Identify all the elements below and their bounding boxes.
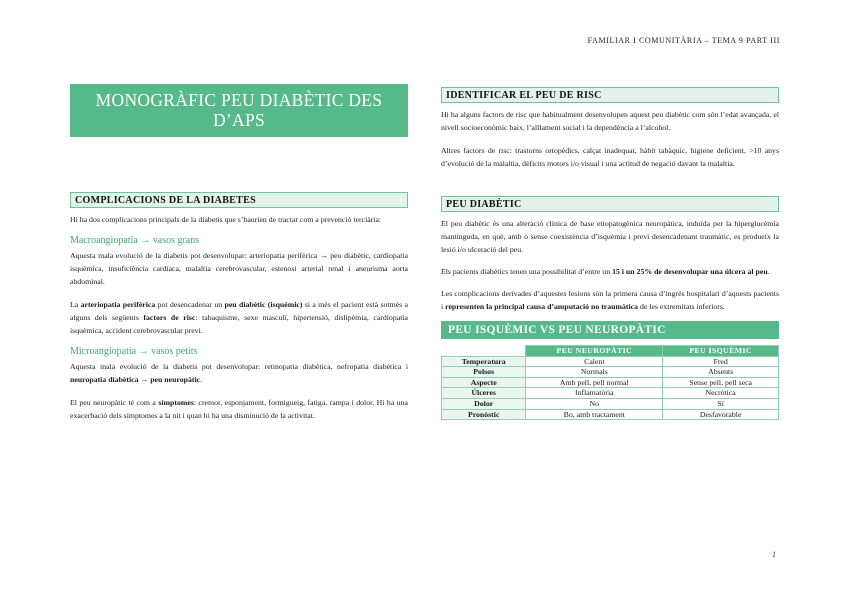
table-row bbox=[442, 398, 779, 409]
diabetic-foot-heading: PEU DIABÈTIC bbox=[441, 196, 779, 212]
left-column bbox=[70, 84, 408, 422]
row-label: Pronòstic bbox=[442, 409, 526, 420]
macroangiopathy-heading: Macroangiopatia → vasos grans bbox=[70, 235, 200, 246]
macro-paragraph-2: La arteriopatia perifèrica pot desencadenar un peu diabètic (isquèmic) si a més el pacient està sotmès a alguns dels següents factors de risc: tabaquisme, sexe masculí, hipertensió, dislipèmia, cardiopatia isquèmica, accident cerebrovascular previ. bbox=[70, 300, 408, 335]
table-row bbox=[442, 388, 779, 399]
comparison-table bbox=[441, 345, 779, 420]
column-header-neuropathic: PEU NEUROPÀTIC bbox=[526, 346, 663, 357]
comparison-heading: PEU ISQUÈMIC VS PEU NEUROPÀTIC bbox=[441, 321, 779, 339]
ischemic-value: Fred bbox=[663, 356, 779, 367]
table-row bbox=[442, 367, 779, 378]
table-row bbox=[442, 409, 779, 420]
table-row bbox=[442, 356, 779, 367]
ischemic-value: Necròtica bbox=[663, 388, 779, 399]
row-label: Úlceres bbox=[442, 388, 526, 399]
micro-paragraph-2: El peu neuropàtic té com a símptomes: cremor, esponjament, formigueig, fatiga, rampa i dolor. Hi ha una exacerbació dels símptomes a la nit i quan hi ha una disminució de la activitat. bbox=[70, 398, 408, 420]
neuropathic-value: Inflamatòria bbox=[526, 388, 663, 399]
microangiopathy-heading: Microangiopatia → vasos petits bbox=[70, 346, 198, 357]
table-corner-cell bbox=[442, 346, 526, 357]
micro-paragraph-1: Aquesta mala evolució de la diabetis pot desenvolupar: retinopatia diabètica, nefropatia diabètica i neuropatia diabètica → peu neuropàtic. bbox=[70, 362, 408, 384]
neuropathic-value: Calent bbox=[526, 356, 663, 367]
complications-heading: COMPLICACIONS DE LA DIABETES bbox=[70, 192, 408, 208]
ischemic-value: Sí bbox=[663, 398, 779, 409]
diabetic-foot-paragraph-3: Les complicacions derivades d’aquestes lesions són la primera causa d’ingrés hospitalari d’aquests pacients i representen la principal causa d’amputació no traumàtica de les extremitats inferiors. bbox=[441, 289, 779, 311]
ischemic-value: Sense pell, pell seca bbox=[663, 377, 779, 388]
table-header-row bbox=[442, 346, 779, 357]
neuropathic-value: No bbox=[526, 398, 663, 409]
neuropathic-value: Bo, amb tractament bbox=[526, 409, 663, 420]
running-header: FAMILIAR I COMUNITÀRIA – TEMA 9 PART III bbox=[587, 36, 780, 45]
row-label: Polsos bbox=[442, 367, 526, 378]
neuropathic-value: Normals bbox=[526, 367, 663, 378]
page-number: 1 bbox=[772, 550, 776, 559]
row-label: Temperatura bbox=[442, 356, 526, 367]
diabetic-foot-paragraph-2: Els pacients diabètics tenen una possibilitat d’entre un 15 i un 25% de desenvolupar una úlcera al peu. bbox=[441, 267, 770, 276]
complications-intro: Hi ha dos complicacions principals de la diabetis que s’haurien de tractar com a prevenció terciària: bbox=[70, 215, 382, 224]
table-row bbox=[442, 377, 779, 388]
ischemic-value: Desfavorable bbox=[663, 409, 779, 420]
identify-paragraph-1: Hi ha alguns factors de risc que habitualment desenvolupen aquest peu diabètic com són l’edat avançada, el nivell socioeconòmic baix, l’aïllament social i la dependència a l’alcohol. bbox=[441, 110, 779, 132]
macro-paragraph-1: Aquesta mala evolució de la diabetis pot desenvolupar: arteriopatia perifèrica → peu diabètic, cardiopatia isquèmica, insuficiència cardíaca, malaltia cerebrovascular, estenosi arterial renal i aneurisma aorta abdominal. bbox=[70, 251, 408, 286]
neuropathic-value: Amb pell, pell normal bbox=[526, 377, 663, 388]
document-title: MONOGRÀFIC PEU DIABÈTIC DES D’APS bbox=[70, 84, 408, 137]
right-column bbox=[441, 84, 779, 420]
ischemic-value: Absents bbox=[663, 367, 779, 378]
column-header-ischemic: PEU ISQUÈMIC bbox=[663, 346, 779, 357]
diabetic-foot-paragraph-1: El peu diabètic és una alteració clínica de base etiopatogènica neuropàtica, induïda per la hiperglucèmia mantinguda, en què, amb o sense coexistència d’isquèmia i previ desencadenant traumàtic, es produeix la lesió i/o ulceració del peu. bbox=[441, 219, 779, 254]
row-label: Dolor bbox=[442, 398, 526, 409]
row-label: Aspecte bbox=[442, 377, 526, 388]
identify-heading: IDENTIFICAR EL PEU DE RISC bbox=[441, 87, 779, 103]
identify-paragraph-2: Altres factors de risc: trastorns ortopèdics, calçat inadequat, hàbit tabàquic, higiene deficient, >10 anys d’evolució de la malaltia, dèficits motors i/o visual i una actitud de negació davant la malaltia. bbox=[441, 146, 779, 168]
